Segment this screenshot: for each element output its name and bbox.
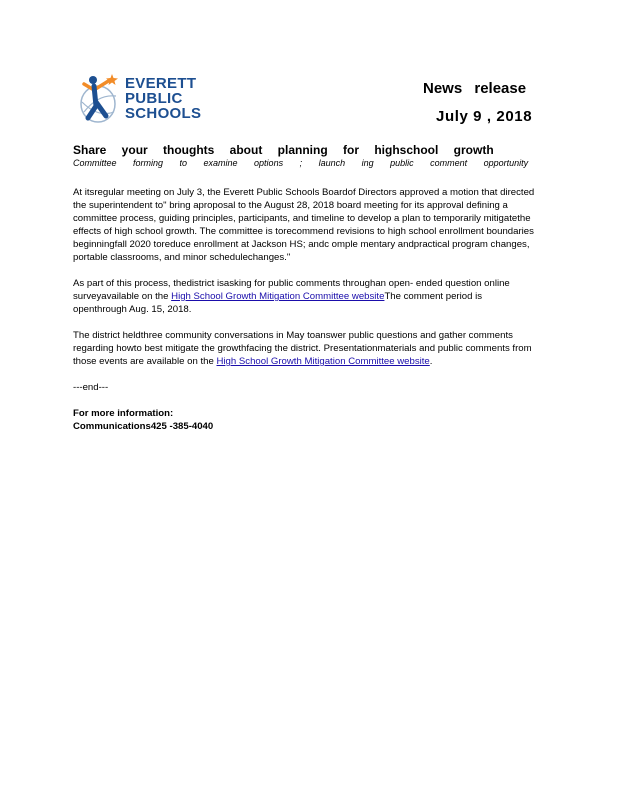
contact-heading: For more information:: [73, 408, 174, 419]
paragraph-conversations-end: .: [429, 356, 433, 367]
paragraph-survey-text: As part of this process, thedistrict isasking for public comments throughan open- ended question online surveyavailable on the: [73, 278, 510, 302]
paragraph-survey: [73, 277, 535, 316]
paragraph-survey-text-end: The comment period is openthrough Aug. 15, 2018.: [73, 291, 483, 315]
news-release-label: News release: [423, 80, 527, 97]
logo-line-schools: SCHOOLS: [125, 105, 202, 122]
logo-line-public: PUBLIC: [125, 90, 183, 107]
release-date: July 9 , 2018: [436, 108, 533, 125]
paragraph-conversations-text: The district heldthree community conversations in May toanswer public questions and gather comments regarding howto best mitigate the growthfacing the district. Presentationmaterials and public comments from those events are available on the: [73, 330, 532, 367]
page-subtitle: Committee forming to examine options ; launch ing public comment opportunity: [73, 158, 529, 168]
contact-info: [73, 407, 535, 433]
paragraph-board-motion: At itsregular meeting on July 3, the Everett Public Schools Boardof Directors approved a motion that directed the superintendent to" bring aproposal to the August 28, 2018 board meeting for its approval defining a committee process, guiding principles, participants, and timeline to develop a plan to temporarily mitigatethe effects of high school growth. The committee is torecommend revisions to high school enrollment boundaries beginningfall 2020 toreduce enrollment at Jackson HS; andc omple mentary andpractical program changes, portable classrooms, and minor schedulechanges.": [73, 187, 535, 263]
committee-website-link[interactable]: High School Growth Mitigation Committee website: [171, 291, 385, 302]
logo-wordmark: [125, 76, 201, 121]
paragraph-conversations: [73, 329, 535, 368]
article-body: [73, 186, 535, 433]
committee-website-link-2[interactable]: High School Growth Mitigation Committee website: [216, 356, 430, 367]
end-marker: ---end---: [73, 382, 109, 393]
logo-figure-icon: [76, 72, 126, 128]
district-logo: [76, 72, 216, 128]
page-title: Share your thoughts about planning for highschool growth: [73, 143, 494, 157]
contact-phone: Communications425 -385-4040: [73, 421, 214, 432]
logo-line-everett: EVERETT: [125, 75, 197, 92]
